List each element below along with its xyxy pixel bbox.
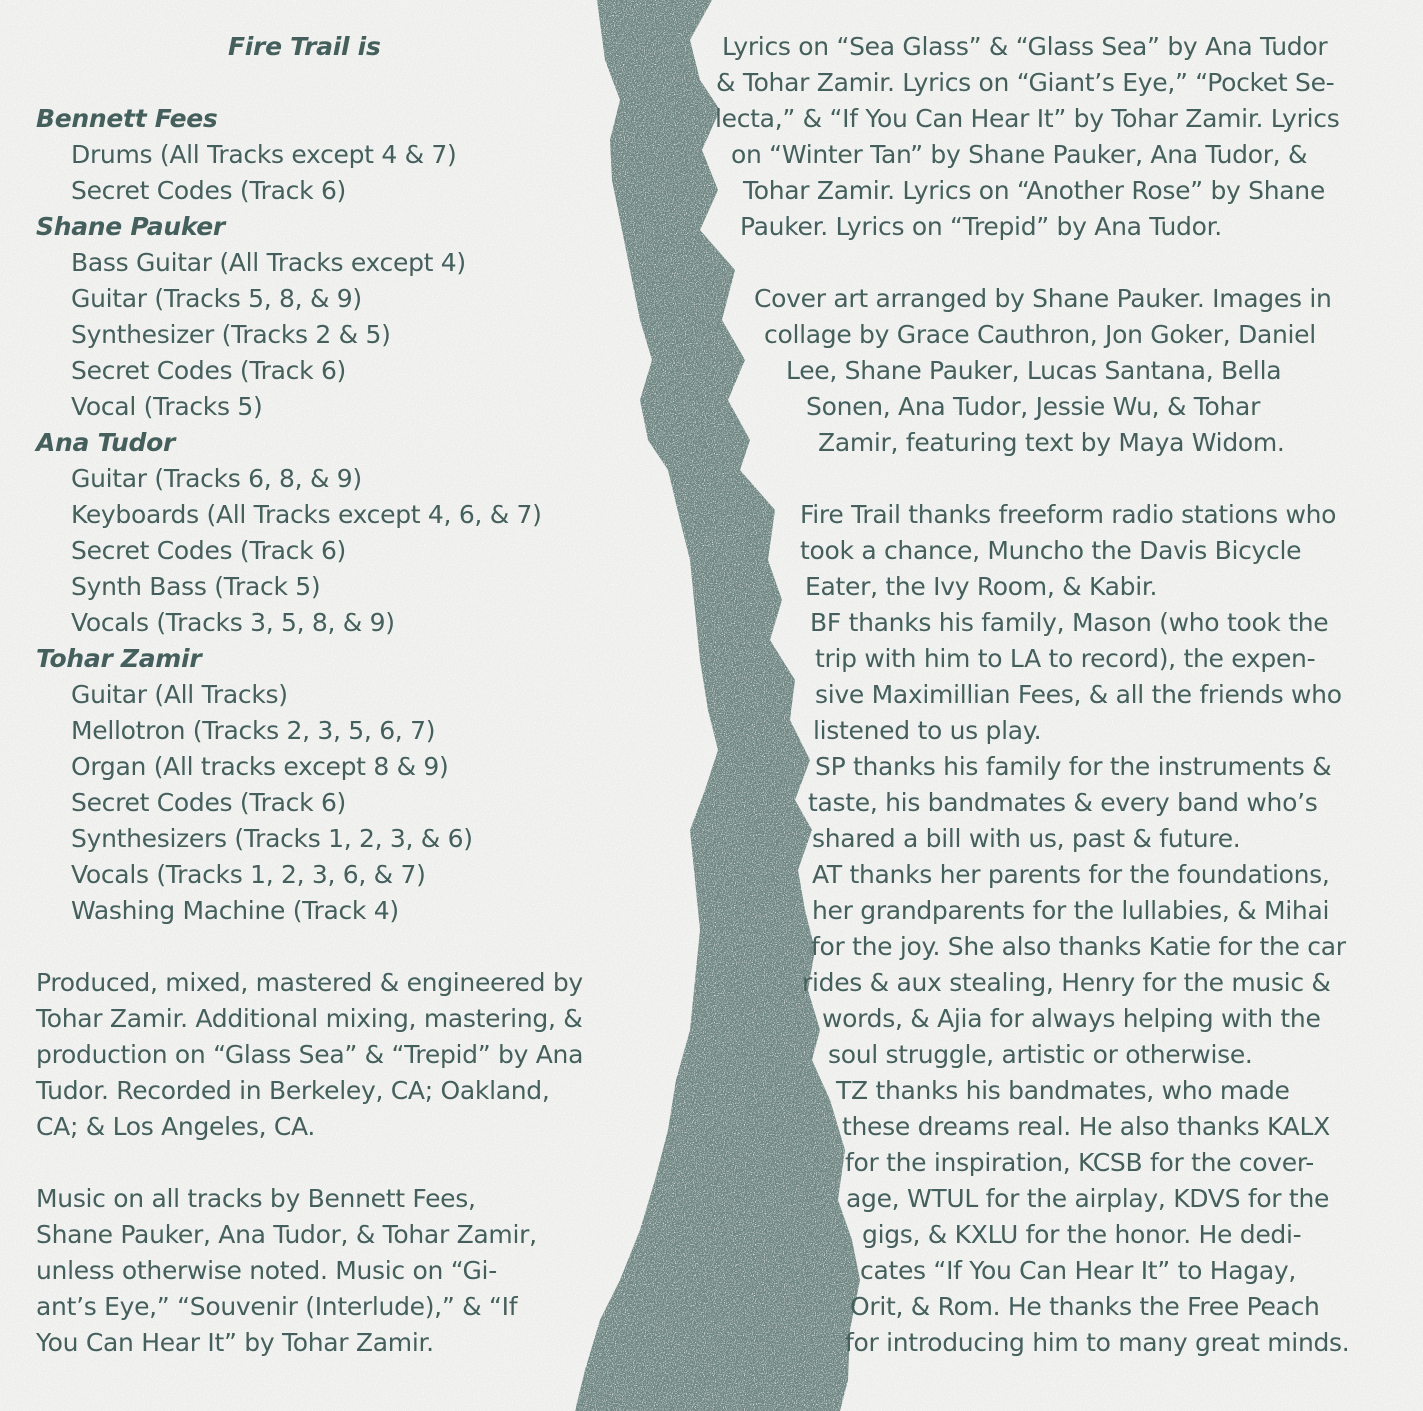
member-name: Ana Tudor — [36, 428, 176, 457]
cover-credit-line: Sonen, Ana Tudor, Jessie Wu, & Tohar — [806, 392, 1261, 421]
thanks-line: cates “If You Can Hear It” to Hagay, — [860, 1256, 1296, 1285]
member-role: Vocal (Tracks 5) — [71, 392, 263, 421]
thanks-line: for introducing him to many great minds. — [845, 1328, 1350, 1357]
thanks-line: listened to us play. — [813, 716, 1042, 745]
thanks-line: gigs, & KXLU for the honor. He dedi- — [862, 1220, 1302, 1249]
member-name: Shane Pauker — [36, 212, 225, 241]
production-line: Tohar Zamir. Additional mixing, mastering, & — [36, 1004, 583, 1033]
lyrics-credit-line: on “Winter Tan” by Shane Pauker, Ana Tudor, & — [731, 140, 1308, 169]
member-role: Bass Guitar (All Tracks except 4) — [71, 248, 466, 277]
member-role: Washing Machine (Track 4) — [71, 896, 399, 925]
thanks-line: SP thanks his family for the instruments & — [815, 752, 1332, 781]
thanks-line: soul struggle, artistic or otherwise. — [828, 1040, 1253, 1069]
member-role: Guitar (Tracks 6, 8, & 9) — [71, 464, 362, 493]
thanks-line: Orit, & Rom. He thanks the Free Peach — [850, 1292, 1320, 1321]
thanks-line: AT thanks her parents for the foundations, — [812, 860, 1330, 889]
member-role: Guitar (All Tracks) — [71, 680, 288, 709]
production-line: production on “Glass Sea” & “Trepid” by Ana — [36, 1040, 584, 1069]
member-role: Secret Codes (Track 6) — [71, 788, 347, 817]
member-role: Keyboards (All Tracks except 4, 6, & 7) — [71, 500, 542, 529]
lyrics-credit-line: Pauker. Lyrics on “Trepid” by Ana Tudor. — [740, 212, 1222, 241]
member-role: Vocals (Tracks 1, 2, 3, 6, & 7) — [71, 860, 426, 889]
thanks-line: Fire Trail thanks freeform radio stations who — [800, 500, 1337, 529]
music-credit-line: You Can Hear It” by Tohar Zamir. — [36, 1328, 434, 1357]
production-line: Tudor. Recorded in Berkeley, CA; Oakland, — [36, 1076, 550, 1105]
member-role: Guitar (Tracks 5, 8, & 9) — [71, 284, 362, 313]
thanks-line: taste, his bandmates & every band who’s — [808, 788, 1318, 817]
thanks-line: BF thanks his family, Mason (who took the — [810, 608, 1329, 637]
lyrics-credit-line: lecta,” & “If You Can Hear It” by Tohar Zamir. Lyrics — [715, 104, 1340, 133]
member-role: Vocals (Tracks 3, 5, 8, & 9) — [71, 608, 395, 637]
lyrics-credit-line: & Tohar Zamir. Lyrics on “Giant’s Eye,” “Pocket Se- — [716, 68, 1335, 97]
thanks-line: words, & Ajia for always helping with the — [822, 1004, 1321, 1033]
production-line: Produced, mixed, mastered & engineered by — [36, 968, 583, 997]
thanks-line: took a chance, Muncho the Davis Bicycle — [800, 536, 1302, 565]
band-title: Fire Trail is — [228, 32, 381, 61]
member-role: Synth Bass (Track 5) — [71, 572, 321, 601]
thanks-line: her grandparents for the lullabies, & Mihai — [812, 896, 1330, 925]
music-credit-line: ant’s Eye,” “Souvenir (Interlude),” & “If — [36, 1292, 518, 1321]
member-role: Drums (All Tracks except 4 & 7) — [71, 140, 457, 169]
thanks-line: age, WTUL for the airplay, KDVS for the — [846, 1184, 1330, 1213]
thanks-line: sive Maximillian Fees, & all the friends who — [815, 680, 1342, 709]
thanks-line: for the inspiration, KCSB for the cover- — [845, 1148, 1314, 1177]
thanks-line: rides & aux stealing, Henry for the music & — [802, 968, 1331, 997]
member-name: Bennett Fees — [36, 104, 218, 133]
thanks-line: TZ thanks his bandmates, who made — [836, 1076, 1290, 1105]
thanks-line: these dreams real. He also thanks KALX — [842, 1112, 1330, 1141]
member-role: Secret Codes (Track 6) — [71, 356, 347, 385]
cover-credit-line: collage by Grace Cauthron, Jon Goker, Daniel — [764, 320, 1316, 349]
member-role: Synthesizers (Tracks 1, 2, 3, & 6) — [71, 824, 473, 853]
production-line: CA; & Los Angeles, CA. — [36, 1112, 316, 1141]
member-role: Organ (All tracks except 8 & 9) — [71, 752, 449, 781]
thanks-line: Eater, the Ivy Room, & Kabir. — [805, 572, 1158, 601]
cover-credit-line: Zamir, featuring text by Maya Widom. — [818, 428, 1285, 457]
thanks-line: shared a bill with us, past & future. — [812, 824, 1241, 853]
music-credit-line: Shane Pauker, Ana Tudor, & Tohar Zamir, — [36, 1220, 537, 1249]
music-credit-line: unless otherwise noted. Music on “Gi- — [36, 1256, 497, 1285]
member-role: Synthesizer (Tracks 2 & 5) — [71, 320, 391, 349]
member-role: Secret Codes (Track 6) — [71, 176, 347, 205]
cover-credit-line: Cover art arranged by Shane Pauker. Images in — [754, 284, 1332, 313]
member-role: Mellotron (Tracks 2, 3, 5, 6, 7) — [71, 716, 436, 745]
thanks-line: trip with him to LA to record), the expen- — [815, 644, 1316, 673]
lyrics-credit-line: Tohar Zamir. Lyrics on “Another Rose” by Shane — [743, 176, 1325, 205]
music-credit-line: Music on all tracks by Bennett Fees, — [36, 1184, 476, 1213]
member-name: Tohar Zamir — [36, 644, 202, 673]
member-role: Secret Codes (Track 6) — [71, 536, 347, 565]
thanks-line: for the joy. She also thanks Katie for the car — [811, 932, 1346, 961]
cover-credit-line: Lee, Shane Pauker, Lucas Santana, Bella — [786, 356, 1282, 385]
lyrics-credit-line: Lyrics on “Sea Glass” & “Glass Sea” by Ana Tudor — [722, 32, 1328, 61]
